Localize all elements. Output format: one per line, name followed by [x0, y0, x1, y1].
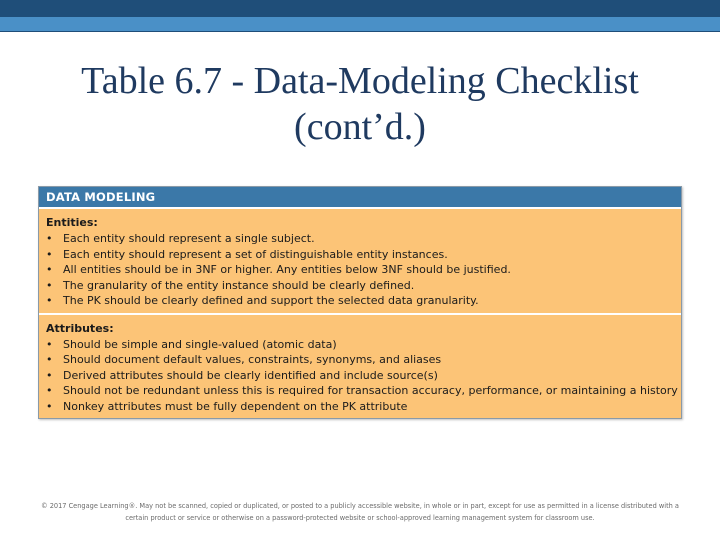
- list-item: [46, 262, 675, 278]
- list-item: [46, 383, 678, 399]
- list-item-text: The granularity of the entity instance should be clearly defined.: [63, 278, 415, 292]
- bullet-icon: •: [46, 278, 53, 292]
- table-header: DATA MODELING: [39, 187, 681, 207]
- list-item: [46, 337, 675, 353]
- list-item: [46, 247, 675, 263]
- bullet-icon: •: [46, 263, 53, 276]
- list-item: [46, 278, 675, 294]
- slide-title-line-2: (cont’d.): [294, 106, 426, 148]
- bullet-icon: •: [46, 247, 53, 261]
- list-item-text: The PK should be clearly defined and support the selected data granularity.: [63, 294, 479, 307]
- bullet-icon: •: [46, 353, 53, 366]
- list-item: [46, 293, 675, 309]
- list-item-text: Each entity should represent a single subject.: [63, 232, 315, 245]
- bullet-icon: •: [46, 399, 53, 413]
- list-item: [46, 368, 675, 384]
- slide-title-line-1: Table 6.7 - Data-Modeling Checklist: [81, 60, 639, 102]
- top-banner-stripe: [0, 17, 720, 31]
- bullet-icon: •: [46, 337, 53, 351]
- list-item-text: Should document default values, constraints, synonyms, and aliases: [63, 353, 442, 366]
- list-item-text: Nonkey attributes must be fully dependent on the PK attribute: [63, 399, 408, 413]
- copyright-line-2: certain product or service or otherwise on a password-protected website or school-approved learning management system for classroom use.: [125, 514, 595, 522]
- bullet-icon: •: [46, 384, 53, 397]
- list-item-text: All entities should be in 3NF or higher. Any entities below 3NF should be justified.: [63, 263, 511, 276]
- section-title: Entities:: [46, 216, 98, 229]
- section-entities: [39, 207, 681, 313]
- section-title: Attributes:: [46, 321, 114, 335]
- list-item-text: Each entity should represent a set of distinguishable entity instances.: [63, 247, 448, 261]
- list-item-text: Derived attributes should be clearly identified and include source(s): [63, 368, 438, 382]
- slide-title: [0, 58, 720, 150]
- list-item-text: Should be simple and single-valued (atomic data): [63, 337, 337, 351]
- list-item: [46, 399, 675, 415]
- top-banner: [0, 0, 720, 32]
- copyright-footer: [0, 500, 720, 524]
- section-attributes: [39, 313, 681, 419]
- list-item: [46, 231, 675, 247]
- checklist-table: [38, 186, 682, 419]
- bullet-icon: •: [46, 232, 53, 245]
- list-item-text: Should not be redundant unless this is required for transaction accuracy, performance, or maintaining a history: [63, 384, 678, 397]
- copyright-line-1: © 2017 Cengage Learning®. May not be scanned, copied or duplicated, or posted to a publicly accessible website, in whole or in part, except for use as permitted in a license distributed with a: [41, 502, 679, 510]
- bullet-icon: •: [46, 368, 53, 382]
- list-item: [46, 352, 675, 368]
- bullet-icon: •: [46, 294, 53, 307]
